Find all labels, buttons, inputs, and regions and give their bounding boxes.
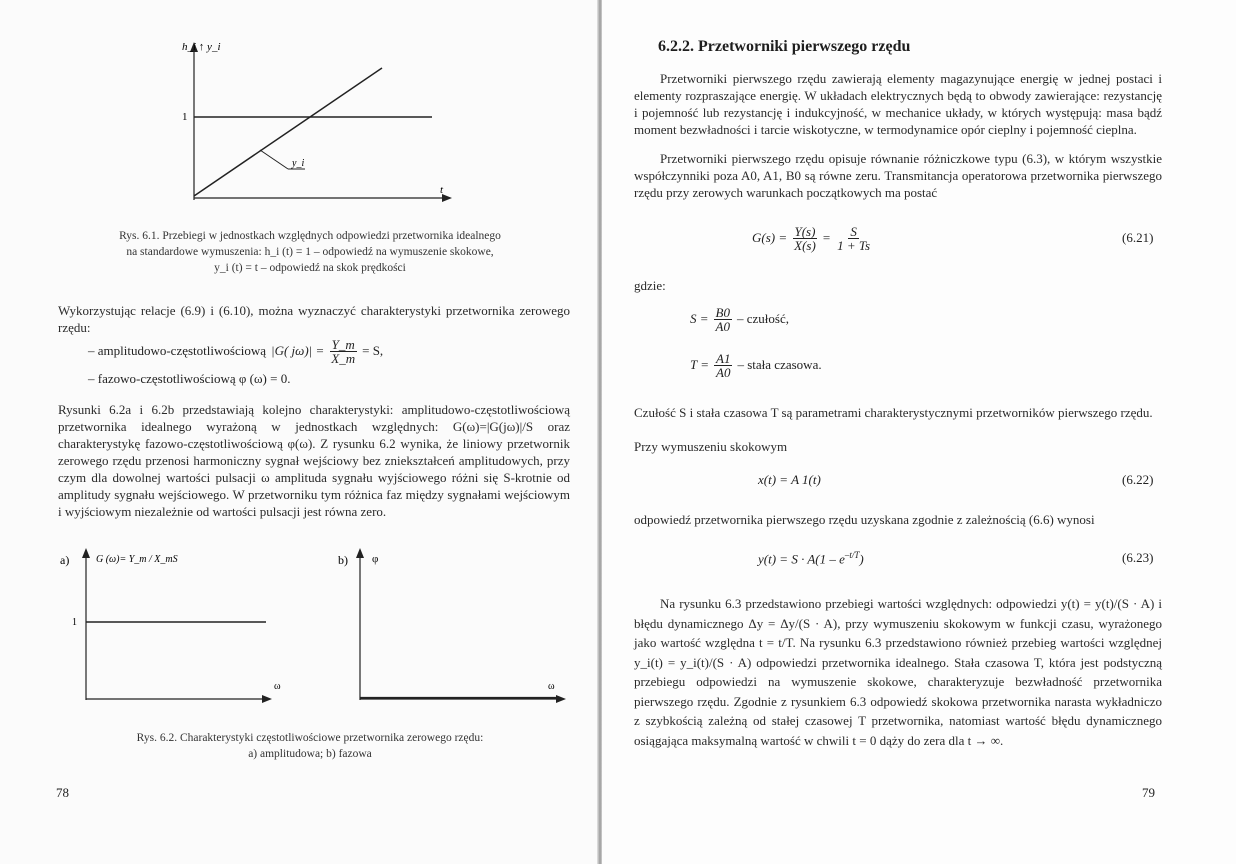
def-T	[690, 348, 822, 382]
fig62a-y-label: G (ω)= Y_m / X_mS	[96, 554, 178, 565]
eq623-exp: –t/T	[844, 550, 860, 560]
defS-lhs: S =	[690, 311, 709, 326]
fig61-curve-label: y_i	[292, 158, 305, 169]
eq621-lhs: G(s) =	[752, 230, 788, 245]
fig62-caption-line2: a) amplitudowa; b) fazowa	[248, 748, 372, 760]
right-para3: Czułość S i stała czasowa T są parametrami charakterystycznymi przetworników pierwszego rzędu.	[634, 405, 1153, 420]
figure-6-2b	[336, 542, 572, 712]
gdzie-label: gdzie:	[634, 278, 666, 293]
equation-6-23	[758, 550, 864, 567]
bullet-phase: – fazowo-częstotliwościową φ (ω) = 0.	[88, 371, 291, 386]
eq621-frac1	[792, 225, 818, 252]
defS-num: B0	[715, 304, 730, 320]
fig62b-x-label: ω	[548, 681, 555, 692]
eq622-number: (6.22)	[1122, 472, 1154, 487]
eq621-mid: =	[822, 230, 831, 245]
bullet-amplitude	[88, 334, 508, 368]
left-paragraph: Rysunki 6.2a i 6.2b przedstawiają kolejno charakterystyki: amplitudowo-częstotliwościową przetwornika idealnego wyrażoną w jednostkach względnych: G(ω)=|G(jω)|/S oraz charakterystykę fazowo-częstotliwościową φ(ω). Z rysunku 6.2 wynika, że liniowy przetwornik zerowego rzędu przenosi harmoniczny sygnał wejściowy bez zniekształceń amplitudowych, przy czym dla dowolnej wartości pulsacji ω amplituda sygnału wyjściowego różni się S-krotnie od amplitudy sygnału wejściowego. W przetworniku tym różnica faz między sygnałami wejściowym i wyjściowym niezależnie od wartości pulsacji jest równa zero.	[58, 402, 570, 519]
bullet1-fraction	[329, 338, 357, 365]
bullet1-lhs: |G( jω)| =	[271, 343, 325, 358]
eq621-frac2	[835, 225, 872, 252]
fig62b-label: b)	[338, 553, 348, 567]
defS-den: A0	[715, 318, 730, 334]
right-page	[602, 0, 1236, 864]
eq623-expr: y(t) = S · A(1 – e	[758, 551, 845, 567]
fig61-caption-line1: Rys. 6.1. Przebiegi w jednostkach względnych odpowiedzi przetwornika idealnego	[119, 230, 501, 242]
figure-6-1	[160, 38, 460, 208]
eq621-number: (6.21)	[1122, 230, 1154, 245]
bullet1-num: Y_m	[331, 336, 355, 352]
left-page-number: 78	[56, 785, 69, 800]
defT-frac	[714, 352, 732, 379]
fig61-ramp-line	[194, 68, 382, 196]
right-para4: odpowiedź przetwornika pierwszego rzędu uzyskana zgodnie z zależnością (6.6) wynosi	[634, 512, 1095, 527]
fig62a-label: a)	[60, 553, 70, 567]
left-intro: Wykorzystując relacje (6.9) i (6.10), można wyznaczyć charakterystyki przetwornika zerowego rzędu:	[58, 303, 570, 335]
eq623-number: (6.23)	[1122, 550, 1154, 565]
eq621-num2: S	[850, 223, 857, 239]
fig61-caption	[80, 228, 540, 276]
fig62a-y-arrow	[82, 548, 90, 558]
right-para5: Na rysunku 6.3 przedstawiono przebiegi wartości względnych: odpowiedzi y(t) = y(t)/(S · A) i błędu dynamicznego Δy = Δy/(S · A), przy wymuszeniu skokowym w funkcji czasu, wyrażonego jako wartość względna t = t/T. Na rysunku 6.3 przedstawiono również przebieg wartości względnej y_i(t) = y_i(t)/(S · A) odpowiedzi przetwornika idealnego. Stała czasowa T, która jest podstyczną przebiegu odpowiedzi na wymuszenie skokowe, charakteryzuje bezwładność przetwornika pierwszego rzędu. Zgodnie z rysunkiem 6.3 odpowiedź skokowa przetwornika narasta wykładniczo z szybkością zależną od stałej czasowej T przetwornika, natomiast wartość błędu dynamicznego osiągająca maksymalną wartość w chwili t = 0 dąży do zera dla t → ∞.	[634, 596, 1162, 748]
left-page	[0, 0, 600, 864]
section-title: 6.2.2. Przetworniki pierwszego rzędu	[658, 38, 911, 55]
fig61-y-axis-label: h_i ↑ y_i	[182, 41, 221, 53]
defT-num: A1	[716, 350, 731, 366]
right-page-number: 79	[1142, 785, 1155, 800]
bullet1-rhs: = S,	[362, 343, 384, 358]
def-S	[690, 302, 789, 336]
fig61-x-axis-label: t	[440, 184, 444, 196]
fig62a-tick-1: 1	[72, 617, 77, 628]
fig61-leader	[260, 150, 288, 169]
fig62-caption-line1: Rys. 6.2. Charakterystyki częstotliwościowe przetwornika zerowego rzędu:	[136, 732, 484, 744]
defS-frac	[714, 306, 732, 333]
bullet1-label: – amplitudowo-częstotliwościową	[88, 343, 266, 358]
bullet1-den: X_m	[331, 350, 356, 366]
fig62a-x-arrow	[262, 695, 272, 703]
eq621-den1: X(s)	[794, 237, 816, 253]
right-para2: Przetworniki pierwszego rzędu opisuje równanie różniczkowe typu (6.3), w którym wszystkie współczynniki poza A0, A1, B0 są równe zeru. Transmitancja operatorowa przetwornika pierwszego rzędu przy zerowych warunkach początkowych ma postać	[634, 151, 1162, 200]
defT-lhs: T =	[690, 357, 710, 372]
right-para1: Przetworniki pierwszego rzędu zawierają elementy magazynujące energię w jednej postaci i elementy rozpraszające energię. W układach elektrycznych będą to obwody zawierające: rezystancję i pojemność lub rezystancję i indukcyjność, w mechanice układy, w których występują: masa bądź moment bezwładności i tarcie wiskotyczne, w termodynamice opór cieplny i pojemność cieplna.	[634, 71, 1162, 137]
eq623-close: )	[859, 551, 864, 567]
fig61-caption-line3: y_i (t) = t – odpowiedź na skok prędkości	[214, 262, 406, 274]
figure-6-2a	[56, 542, 281, 712]
fig62b-y-label: φ	[372, 553, 379, 565]
fig61-caption-line2: na standardowe wymuszenia: h_i (t) = 1 – odpowiedź na wymuszenie skokowe,	[126, 246, 494, 258]
right-para3b: Przy wymuszeniu skokowym	[634, 439, 788, 454]
fig62-caption	[80, 730, 540, 762]
fig62a-x-label: ω	[274, 681, 281, 692]
defT-den: A0	[716, 364, 731, 380]
fig62b-y-arrow	[356, 548, 364, 558]
eq621-num1: Y(s)	[794, 223, 816, 239]
defT-desc: – stała czasowa.	[737, 357, 822, 372]
fig61-x-arrow	[442, 194, 452, 202]
eq621-den2: 1 + Ts	[837, 237, 871, 253]
equation-6-21	[752, 218, 872, 258]
defS-desc: – czułość,	[736, 311, 789, 326]
fig61-tick-1: 1	[182, 111, 188, 123]
eq622-expr: x(t) = A 1(t)	[758, 472, 821, 487]
